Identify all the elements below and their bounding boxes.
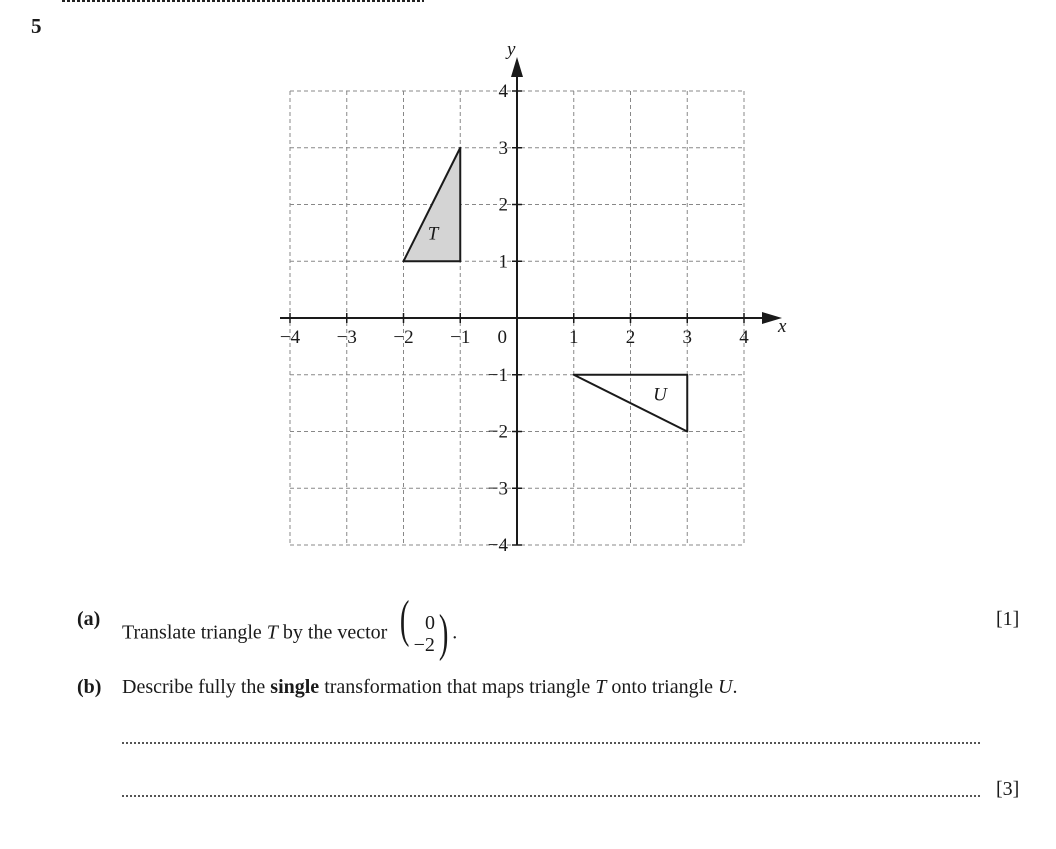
x-tick-label: 4 [739,327,749,348]
x-tick-label: −3 [336,327,357,348]
y-tick-label: 2 [498,194,508,216]
part-b-marks: [3] [996,778,1020,800]
part-b-label: (b) [77,676,102,698]
y-tick-label: 4 [498,81,508,102]
answer-line-1[interactable] [122,742,980,744]
y-axis-label: y [507,39,516,60]
axis-labels [280,39,787,556]
part-a-marks: [1] [996,608,1020,630]
answer-line-2[interactable] [122,795,980,797]
triangle-t-label: T [427,223,439,245]
x-tick-label: −2 [393,327,414,348]
question-number: 5 [31,14,42,38]
y-tick-label: −4 [487,535,508,556]
y-tick-label: −2 [487,421,508,443]
y-tick-label: −3 [487,478,508,500]
part-a-question: Translate triangle T by the vector ( 0 −2 ) . [122,591,458,662]
triangles [404,148,688,432]
x-axis-label: x [778,316,787,337]
x-tick-label: 1 [569,327,579,348]
x-tick-label: 3 [682,327,692,348]
translation-vector: ( 0 −2 ) [400,591,449,662]
part-a-label: (a) [77,608,101,630]
y-tick-label: 3 [498,137,508,159]
x-tick-label: −4 [279,327,301,348]
triangle-u-label: U [653,384,667,406]
axes [280,57,782,545]
x-tick-label: 2 [625,327,636,348]
y-axis-arrow [511,57,523,77]
y-tick-label: 1 [498,251,508,273]
y-tick-label: −1 [487,364,508,386]
part-b-question: Describe fully the single transformation that maps triangle T onto triangle U. [122,676,738,698]
origin-label: 0 [497,327,507,348]
x-tick-label: −1 [450,327,471,348]
